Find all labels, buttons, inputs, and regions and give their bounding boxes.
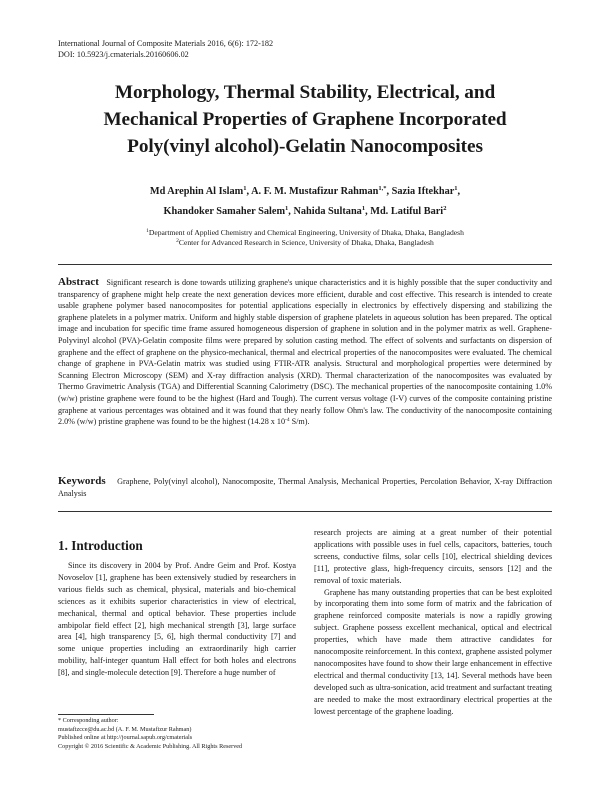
right-column bbox=[314, 527, 552, 718]
keywords bbox=[58, 475, 552, 500]
author-affil-mark: 1 bbox=[361, 205, 366, 212]
affiliation-2: $^2$Center for Advanced Research in Science, University of Dhaka, Dhaka, Bangladesh bbox=[176, 238, 434, 247]
abstract-top-rule bbox=[58, 264, 552, 265]
footnote-corresponding: * Corresponding author: bbox=[58, 717, 119, 724]
footnote-copyright: Copyright © 2016 Scientific & Academic Publishing. All Rights Reserved bbox=[58, 742, 243, 750]
author-affil-mark: 1 bbox=[285, 205, 289, 212]
section-heading-introduction: 1. Introduction bbox=[58, 538, 143, 553]
title-line-3: Poly(vinyl alcohol)-Gelatin Nanocomposites bbox=[127, 136, 483, 157]
affiliation-1: $^1$Department of Applied Chemistry and Chemical Engineering, University of Dhaka, Dhaka, Bangladesh bbox=[146, 228, 464, 237]
keywords-label: Keywords bbox=[58, 475, 106, 487]
author-line-1: Md Arephin Al Islam$^1$, A. F. M. Mustafizur Rahman$^{1,*}$, Sazia Iftekhar$^1$, bbox=[149, 185, 461, 197]
author-name: Nahida Sultana bbox=[293, 206, 362, 217]
author-affil-mark: 1,* bbox=[378, 185, 387, 192]
author-affil-mark: 2 bbox=[443, 205, 447, 212]
intro-paragraph-2: Graphene has many outstanding properties that can be best exploited by incorporating them into some form of matrix and the fabrication of graphene reinforced composite materials is now a rapidly growing subject. Graphene possess excellent mechanical, optical and electrical properties, which have made them attractive candidates for nanocomposite reinforcement. In this context, graphene assisted polymer nanocomposites have found to show their large enhancement in effective electrical and thermal conductivity [13, 14]. Several methods have been developed such as ultra-sonication, acid treatment and surfactant treating are needed to make the most extraordinary electrical properties at the lowest percentage of the graphene loading. bbox=[314, 587, 552, 716]
abstract-text: Significant research is done towards utilizing graphene's unique characteristics and it is highly possible that the super conductivity and transparency of graphene might help create the next generation devices more efficient, durable and cost effective. This research is intended to create usable graphene polymer based nanocomposites for potential applications especially in electronics by effectively dispersing and stabilizing the graphene platelets in a polymer matrix. Uniform and highly stable dispersion of graphene platelets in aqueous solution has been prepared. The optical image and incubation for specific time frame assured homogeneous dispersion of graphene in solution and in the polymer matrix as well. Graphene-Polyvinyl alcohol (PVA)-Gelatin composite films were prepared by solution casting method. The effect of solvents and surfactants on dispersion of graphene and the effect of graphene on the physico-mechanical, thermal and electrical properties of the nanocomposites were evaluated. The chemical change of graphene in PVA-Gelatin matrix was studied using FTIR-ATR analysis. Structural and morphological properties were determined by Scanning Electron Microscopy (SEM) and X-ray diffraction analysis (XRD). Thermal characterization of the nanocomposites was evaluated by Thermo Gravimetric Analysis (TGA) and Differential Scanning Calorimetry (DSC). The mechanical properties of the nanocomposite containing 1.0% (w/w) pristine graphene were found to be the highest (Hard and Tough). The current versus voltage (I-V) curves of the composite containing pristine graphene at various percentages was obtained and it was found that they nearly follow Ohm's law. The conductivity of the nanocomposite containing 2.0% (w/w) pristine graphene was found to be the highest (14.28 x 10 bbox=[58, 278, 552, 427]
journal-citation: International Journal of Composite Materials 2016, 6(6): 172-182 bbox=[58, 39, 274, 48]
keywords-bottom-rule bbox=[58, 511, 552, 512]
author-line-2: Khandoker Samaher Salem$^1$, Nahida Sultana$^1$, Md. Latiful Bari$^2$ bbox=[163, 205, 447, 217]
author-name: Khandoker Samaher Salem bbox=[163, 206, 286, 217]
abstract-exponent: -4 bbox=[285, 417, 290, 424]
paper-title bbox=[58, 79, 552, 160]
author-affil-mark: 1 bbox=[454, 185, 458, 192]
author-affil-mark: 1 bbox=[243, 185, 247, 192]
title-line-1: Morphology, Thermal Stability, Electrical, and bbox=[114, 82, 496, 103]
abstract-end: S/m). bbox=[289, 417, 310, 427]
author-name: A. F. M. Mustafizur Rahman bbox=[251, 186, 379, 197]
footnote-rule bbox=[58, 714, 154, 715]
journal-info bbox=[58, 38, 273, 60]
author-name: Sazia Iftekhar bbox=[391, 186, 455, 197]
author-name: Md. Latiful Bari bbox=[370, 206, 444, 217]
intro-paragraph-1-continued: research projects are aiming at a great number of their potential applications with possible uses in fuel cells, capacitors, batteries, touch screens, conductive films, solar cells [10], electrical shielding devices [11], protective glass, high-frequency circuits, sensors [12] and the removal of toxic materials. bbox=[314, 528, 552, 585]
left-column bbox=[58, 560, 296, 679]
intro-paragraph-1: Since its discovery in 2004 by Prof. Andre Geim and Prof. Kostya Novoselov [1], graphene has been extensively studied by researchers in various fields such as chemical, physical, materials and bio-chemical sciences as it exhibits superior characteristics in view of electrical, mechanical, thermal and optical behavior. These properties include ambipolar field effect [2], high mechanical strength [3], large surface area [4], high transparency [5, 6], high thermal conductivity [7] and some unique properties including an extraordinarily high carrier mobility, half-integer quantum Hall effect for both holes and electrons [8], and single-molecule detection [9]. Therefore a huge number of bbox=[58, 561, 296, 678]
footnote-email: mustafizcce@du.ac.bd (A. F. M. Mustafizur Rahman) bbox=[58, 725, 192, 733]
footnote bbox=[58, 717, 298, 751]
footnote-published: Published online at http://journal.sapub.org/cmaterials bbox=[58, 734, 193, 741]
affiliations bbox=[58, 228, 552, 248]
journal-doi: DOI: 10.5923/j.cmaterials.20160606.02 bbox=[58, 50, 189, 59]
abstract-label: Abstract bbox=[58, 276, 99, 288]
author-name: Md Arephin Al Islam bbox=[149, 186, 244, 197]
title-line-2: Mechanical Properties of Graphene Incorporated bbox=[103, 109, 507, 130]
author-list bbox=[58, 182, 552, 222]
keywords-text: Graphene, Poly(vinyl alcohol), Nanocomposite, Thermal Analysis, Mechanical Properties, Percolation Behavior, X-ray Diffraction Analysis bbox=[58, 477, 553, 498]
abstract bbox=[58, 277, 552, 428]
